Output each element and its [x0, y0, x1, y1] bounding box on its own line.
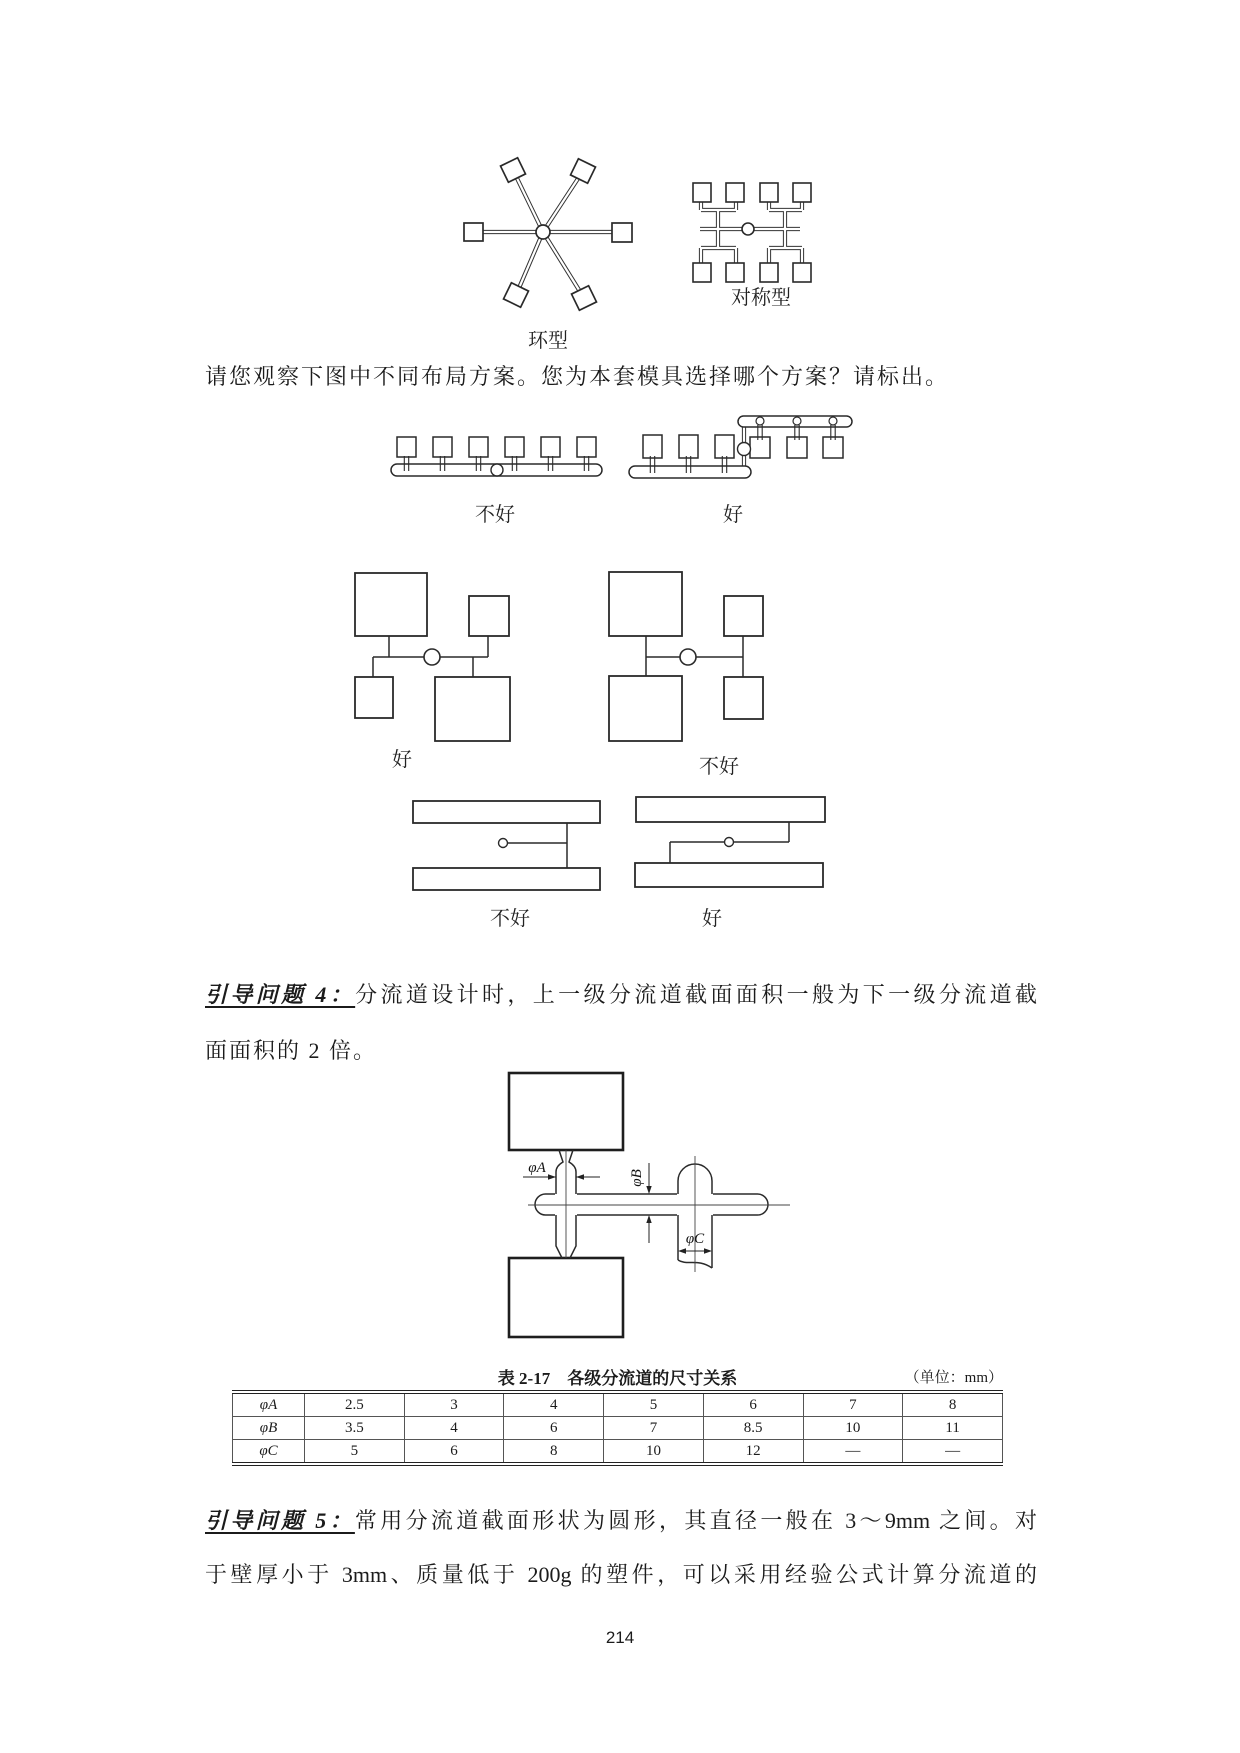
runner-size-table — [232, 1390, 1003, 1466]
row1-right-diagram — [629, 416, 852, 478]
row-label: φA — [233, 1392, 305, 1417]
table-cell: 2.5 — [305, 1392, 405, 1417]
row3-right-label: 好 — [702, 908, 722, 930]
row3-right-diagram — [635, 797, 825, 887]
row-label: φC — [233, 1440, 305, 1465]
table-cell: — — [903, 1440, 1003, 1465]
table-caption: 表 2-17 各级分流道的尺寸关系 — [497, 1369, 738, 1388]
dim-b — [646, 1163, 651, 1243]
paragraph-choose-layout: 请您观察下图中不同布局方案。您为本套模具选择哪个方案？请标出。 — [205, 364, 950, 389]
figure-layout-row1 — [340, 378, 880, 533]
table-cell: 8 — [903, 1392, 1003, 1417]
dim-b-label: φB — [629, 1169, 645, 1187]
table-cell: 5 — [604, 1392, 704, 1417]
ring-layout-label: 环型 — [528, 330, 568, 352]
row1-right-label: 好 — [723, 504, 743, 526]
table-cell: 6 — [404, 1440, 504, 1465]
row3-left-diagram — [413, 801, 600, 890]
table-cell: 6 — [703, 1392, 803, 1417]
cavity-top — [509, 1073, 623, 1150]
paragraph-q4-line1 — [205, 980, 1037, 1010]
row2-right-label: 不好 — [699, 756, 739, 778]
figure-layout-row2 — [340, 560, 880, 785]
table-row-phiA — [233, 1392, 1003, 1417]
row2-left-diagram — [355, 573, 510, 741]
row2-right-diagram — [609, 572, 763, 741]
centerlines — [528, 1150, 790, 1272]
q5-text: 常用分流道截面形状为圆形，其直径一般在 3～9mm 之间。对 — [354, 1508, 1037, 1533]
page-number: 214 — [605, 1628, 635, 1647]
symmetric-layout-label: 对称型 — [731, 287, 791, 309]
table-cell: 10 — [803, 1417, 903, 1440]
table-cell: 7 — [803, 1392, 903, 1417]
row-label: φB — [233, 1417, 305, 1440]
table-cell: — — [803, 1440, 903, 1465]
table-cell: 4 — [404, 1417, 504, 1440]
figure-layout-row3 — [360, 790, 880, 940]
table-cell: 5 — [305, 1440, 405, 1465]
table-row-phiC — [233, 1440, 1003, 1465]
table-cell: 3 — [404, 1392, 504, 1417]
table-cell: 8 — [504, 1440, 604, 1465]
row1-left-label: 不好 — [475, 504, 515, 526]
row2-left-label: 好 — [392, 749, 412, 771]
dim-c-label: φC — [685, 1231, 705, 1247]
table-cell: 3.5 — [305, 1417, 405, 1440]
q4-label: 引导问题 4： — [205, 982, 356, 1007]
paragraph-q4-line2: 面面积的 2 倍。 — [205, 1038, 378, 1063]
q4-text: 分流道设计时，上一级分流道截面面积一般为下一级分流道截 — [355, 982, 1037, 1007]
table-row-phiB — [233, 1417, 1003, 1440]
ring-layout-diagram — [464, 158, 632, 352]
paragraph-q5-line1 — [205, 1506, 1037, 1536]
table-unit-note: （单位：mm） — [904, 1370, 1003, 1386]
q5-label: 引导问题 5： — [205, 1508, 355, 1533]
figure-runner-layout-types — [390, 135, 870, 360]
symmetric-layout-diagram — [693, 183, 811, 309]
table-cell: 6 — [504, 1417, 604, 1440]
dim-a-label: φA — [528, 1160, 546, 1176]
paragraph-q5-line2: 于壁厚小于 3mm、质量低于 200g 的塑件，可以采用经验公式计算分流道的 — [205, 1562, 1037, 1587]
table-cell: 12 — [703, 1440, 803, 1465]
table-cell: 7 — [604, 1417, 704, 1440]
table-cell: 10 — [604, 1440, 704, 1465]
runner-channels — [556, 1150, 712, 1268]
table-cell: 11 — [903, 1417, 1003, 1440]
table-cell: 4 — [504, 1392, 604, 1417]
row3-left-label: 不好 — [490, 908, 530, 930]
table-cell: 8.5 — [703, 1417, 803, 1440]
row1-left-diagram — [391, 437, 602, 476]
cavity-bottom — [509, 1258, 623, 1337]
figure-runner-dimensions — [440, 1065, 900, 1350]
